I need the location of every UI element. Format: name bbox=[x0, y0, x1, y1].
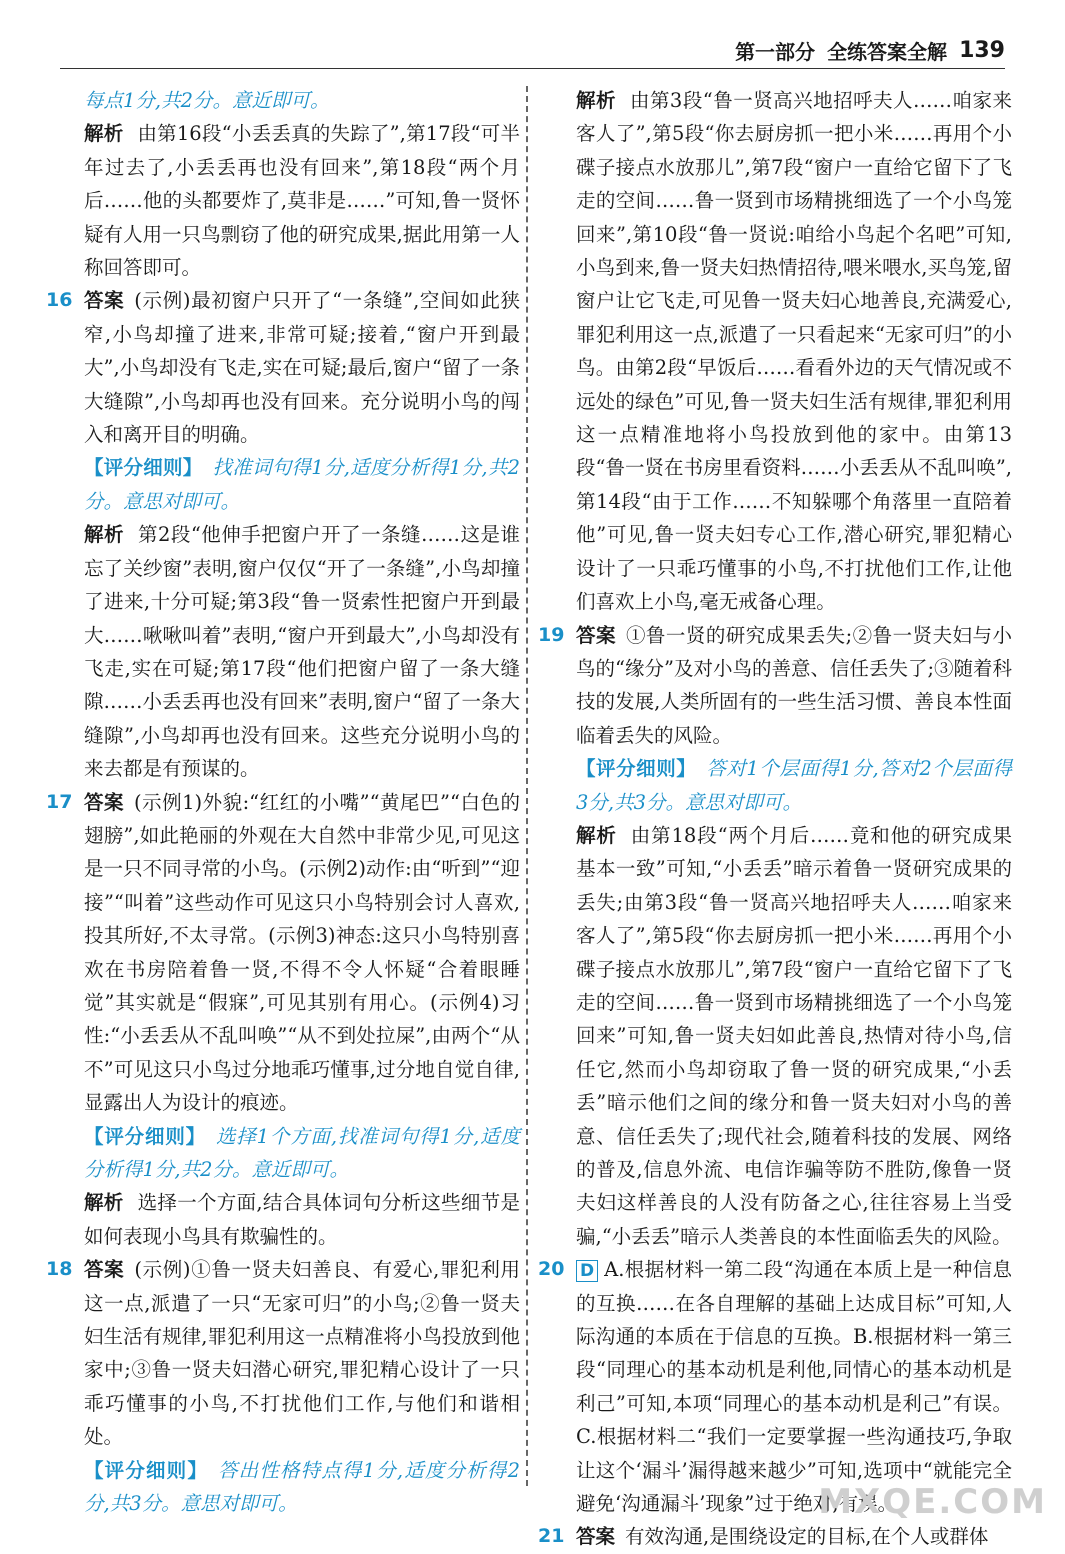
answer-label: 答案 bbox=[84, 790, 124, 814]
question-number: 16 bbox=[46, 289, 73, 312]
analysis-label: 解析 bbox=[576, 823, 617, 847]
answer-text: (示例)①鲁一贤夫妇善良、有爱心,罪犯利用这一点,派遣了一只“无家可归”的小鸟;②鲁一贤夫妇生活有规律,罪犯利用这一点精准将小鸟投放到他家中;③鲁一贤夫妇潜心研究,罪犯精心设计了一只乖巧懂事的小鸟,不打扰他们工作,与他们和谐相处。 bbox=[84, 1258, 520, 1449]
analysis-text: 由第3段“鲁一贤高兴地招呼夫人……咱家来客人了”,第5段“你去厨房抓一把小米……再用个小碟子接点水放那儿”,第7段“窗户一直给它留下了飞走的空间……鲁一贤到市场精挑细选了一个小鸟笼回来”,第10段“鲁一贤说:咱给小鸟起个名吧”可知,小鸟到来,鲁一贤夫妇热情招待,喂米喂水,买鸟笼,留窗户让它飞走,可见鲁一贤夫妇心地善良,充满爱心,罪犯利用这一点,派遣了一只看起来“无家可归”的小鸟。由第2段“早饭后……看看外边的天气情况或不远处的绿色”可见,鲁一贤夫妇生活有规律,罪犯利用这一点精准地将小鸟投放到他的家中。由第13段“鲁一贤在书房里看资料……小丢丢从不乱叫唤”,第14段“由于工作……不知躲哪个角落里一直陪着他”可见,鲁一贤夫妇专心工作,潜心研究,罪犯精心设计了一只乖巧懂事的小鸟,不打扰他们工作,让他们喜欢上小鸟,毫无戒备心理。 bbox=[576, 89, 1012, 614]
analysis-label: 解析 bbox=[84, 523, 124, 547]
left-column bbox=[46, 84, 520, 1520]
answer-text: (示例)最初窗户只开了“一条缝”,空间如此狭窄,小鸟却撞了进来,非常可疑;接着,“窗户开到最大”,小鸟却没有飞走,实在可疑;最后,窗户“留了一条大缝隙”,小鸟却再也没有回来。充分说明小鸟的闯入和离开目的明确。 bbox=[84, 289, 520, 447]
question-number: 21 bbox=[538, 1525, 565, 1548]
question-20 bbox=[538, 1253, 1012, 1520]
rule-label: 【评分细则】 bbox=[84, 1458, 208, 1482]
answer-text: 有效沟通,是围绕设定的目标,在个人或群体 bbox=[625, 1525, 989, 1549]
analysis-15 bbox=[84, 117, 520, 284]
analysis-18 bbox=[576, 84, 1012, 619]
analysis-label: 解析 bbox=[84, 1191, 124, 1215]
rule-label: 【评分细则】 bbox=[84, 456, 203, 480]
page-number: 139 bbox=[959, 37, 1005, 63]
question-19 bbox=[538, 619, 1013, 1254]
question-number: 18 bbox=[46, 1258, 73, 1281]
analysis-label: 解析 bbox=[84, 122, 124, 146]
scoring-rule: 【评分细则】 答对1个层面得1分,答对2个层面得3分,共3分。意思对即可。 bbox=[576, 757, 1012, 814]
column-divider bbox=[526, 86, 528, 1486]
question-number: 17 bbox=[46, 790, 73, 813]
question-18 bbox=[46, 1253, 520, 1520]
header-rule bbox=[60, 68, 1005, 69]
watermark: MXQE.COM bbox=[818, 1482, 1047, 1522]
header-title: 全练答案全解 bbox=[827, 39, 948, 64]
question-16 bbox=[46, 284, 520, 785]
rule-label: 【评分细则】 bbox=[576, 757, 697, 781]
answer-text: ①鲁一贤的研究成果丢失;②鲁一贤夫妇与小鸟的“缘分”及对小鸟的善意、信任丢失了;③随着科技的发展,人类所固有的一些生活习惯、善良本性面临着丢失的风险。 bbox=[576, 623, 1013, 747]
question-21 bbox=[538, 1520, 1012, 1553]
answer-label: 答案 bbox=[576, 623, 616, 647]
analysis-text: 选择一个方面,结合具体词句分析这些细节是如何表现小鸟具有欺骗性的。 bbox=[84, 1191, 520, 1248]
answer-label: 答案 bbox=[84, 289, 125, 313]
page-header bbox=[735, 30, 1005, 70]
rule-label: 【评分细则】 bbox=[84, 1124, 206, 1148]
scoring-rule: 【评分细则】 答出性格特点得1分,适度分析得2分,共3分。意思对即可。 bbox=[84, 1458, 520, 1516]
choice-answer-box: D bbox=[576, 1260, 598, 1282]
question-number: 19 bbox=[538, 623, 565, 646]
scoring-rule: 【评分细则】 选择1个方面,找准词句得1分,适度分析得1分,共2分。意近即可。 bbox=[84, 1124, 520, 1181]
scoring-rule: 每点1分,共2分。意近即可。 bbox=[84, 89, 330, 112]
answer-label: 答案 bbox=[576, 1525, 616, 1549]
analysis-text: 由第18段“两个月后……竟和他的研究成果基本一致”可知,“小丢丢”暗示着鲁一贤研究成果的丢失;由第3段“鲁一贤高兴地招呼夫人……咱家来客人了”,第5段“你去厨房抓一把小米……再用个小碟子接点水放那儿”,第7段“窗户一直给它留下了飞走的空间……鲁一贤到市场精挑细选了一个小鸟笼回来”可知,鲁一贤夫妇如此善良,热情对待小鸟,信任它,然而小鸟却窃取了鲁一贤的研究成果,“小丢丢”暗示他们之间的缘分和鲁一贤夫妇对小鸟的善意、信任丢失了;现代社会,随着科技的发展、网络的普及,信息外流、电信诈骗等防不胜防,像鲁一贤夫妇这样善良的人没有防备之心,往往容易上当受骗,“小丢丢”暗示人类善良的本性面临丢失的风险。 bbox=[576, 823, 1012, 1248]
answer-label: 答案 bbox=[84, 1258, 125, 1282]
analysis-label: 解析 bbox=[576, 89, 616, 112]
answer-text: A.根据材料一第二段“沟通在本质上是一种信息的互换……在各自理解的基础上达成目标”可知,人际沟通的本质在于信息的互换。B.根据材料一第三段“同理心的基本动机是利他,同情心的基本动机是利己”可知,本项“同理心的基本动机是利己”有误。C.根据材料二“我们一定要掌握一些沟通技巧,争取让这个‘漏斗’漏得越来越少”可知,选项中“就能完全避免‘沟通漏斗’现象”过于绝对,有误。 bbox=[576, 1258, 1012, 1516]
analysis-text: 由第16段“小丢丢真的失踪了”,第17段“可半年过去了,小丢丢再也没有回来”,第18段“两个月后……他的头都要炸了,莫非是……”可知,鲁一贤怀疑有人用一只鸟剽窃了他的研究成果,据此用第一人称回答即可。 bbox=[84, 122, 520, 280]
scoring-rule: 【评分细则】 找准词句得1分,适度分析得1分,共2分。意思对即可。 bbox=[84, 456, 520, 513]
analysis-text: 第2段“他伸手把窗户开了一条缝……这是谁忘了关纱窗”表明,窗户仅仅“开了一条缝”,小鸟却撞了进来,十分可疑;第3段“鲁一贤索性把窗户开到最大……啾啾叫着”表明,“窗户开到最大”,小鸟却没有飞走,实在可疑;第17段“他们把窗户留了一条大缝隙……小丢丢再也没有回来”表明,窗户“留了一条大缝隙”,小鸟却再也没有回来。这些充分说明小鸟的来去都是有预谋的。 bbox=[84, 523, 520, 781]
section-label: 第一部分 bbox=[735, 39, 816, 64]
question-17 bbox=[46, 786, 520, 1254]
question-number: 20 bbox=[538, 1258, 565, 1281]
right-column bbox=[538, 84, 1013, 1554]
answer-text: (示例1)外貌:“红红的小嘴”“黄尾巴”“白色的翅膀”,如此艳丽的外观在大自然中非常少见,可见这是一只不同寻常的小鸟。(示例2)动作:由“听到”“迎接”“叫着”这些动作可见这只小鸟特别会讨人喜欢,投其所好,不太寻常。(示例3)神态:这只小鸟特别喜欢在书房陪着鲁一贤,不得不令人怀疑“合着眼睡觉”其实就是“假寐”,可见其别有用心。(示例4)习性:“小丢丢从不乱叫唤”“从不到处拉屎”,由两个“从不”可见这只小鸟过分地乖巧懂事,过分地自觉自律,显露出人为设计的痕迹。 bbox=[84, 790, 520, 1115]
